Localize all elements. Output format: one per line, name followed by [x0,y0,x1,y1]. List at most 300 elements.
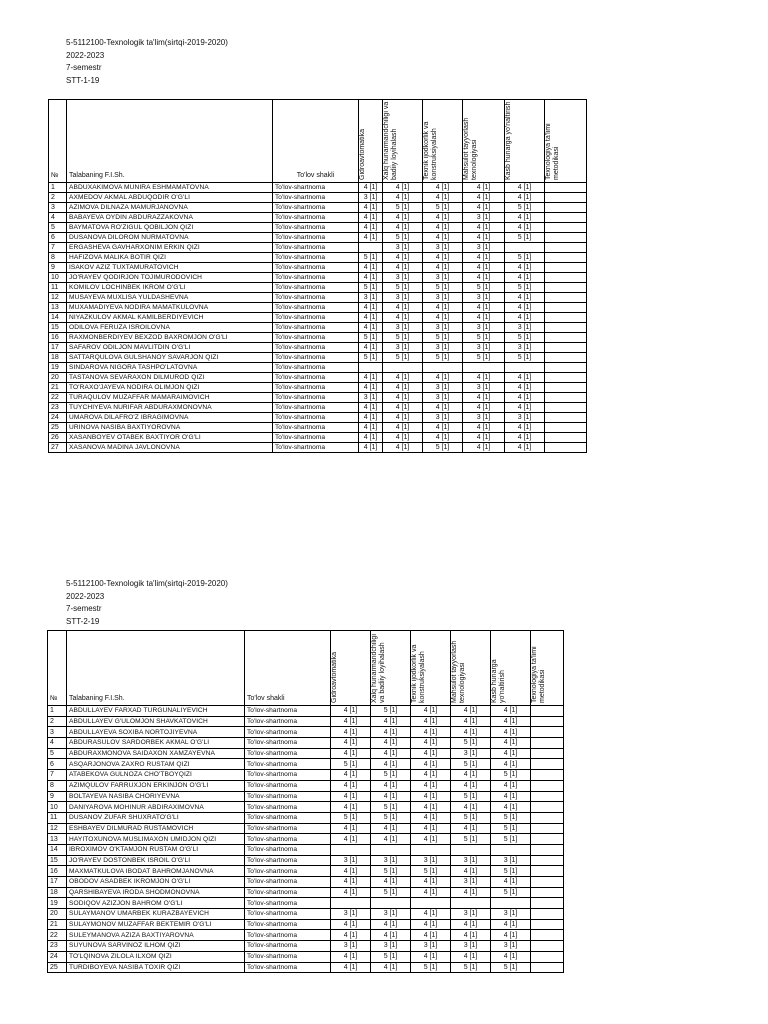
col-student-name: Talabaning F.I.Sh. [67,631,245,706]
student-name: ODILOVA FERUZA ISROILOVNA [67,323,273,333]
grade-cell: 4 [1] [331,919,371,930]
row-number: 23 [48,941,67,952]
payment-type: To'lov-shartnoma [273,293,359,303]
grade-cell [545,183,587,193]
payment-type: To'lov-shartnoma [273,413,359,423]
grade-cell: 4 [1] [451,951,491,962]
grade-cell: 4 [1] [423,373,463,383]
student-name: SULEYMANOVA AZIZA BAXTIYAROVNA [67,930,245,941]
payment-type: To'lov-shartnoma [273,333,359,343]
grade-cell: 4 [1] [383,423,423,433]
grade-cell: 4 [1] [491,802,531,813]
grade-cell: 5 [1] [505,283,545,293]
row-number: 12 [48,823,67,834]
grade-cell: 4 [1] [463,233,505,243]
grade-cell: 4 [1] [371,791,411,802]
grade-cell [531,791,564,802]
grade-cell: 5 [1] [423,353,463,363]
grade-cell: 5 [1] [451,834,491,845]
grade-cell [545,383,587,393]
grade-cell: 4 [1] [463,303,505,313]
grade-cell: 5 [1] [359,253,383,263]
grade-cell: 4 [1] [371,727,411,738]
grade-cell: 4 [1] [491,951,531,962]
payment-type: To'lov-shartnoma [273,223,359,233]
grade-cell: 5 [1] [359,283,383,293]
grade-cell: 3 [1] [451,855,491,866]
payment-type: To'lov-shartnoma [245,962,331,973]
grade-cell: 4 [1] [463,423,505,433]
grade-cell [531,887,564,898]
group-1-header [66,37,228,87]
grade-cell: 4 [1] [383,193,423,203]
student-name: ATABEKOVA GULNOZA CHO'TBOYQIZI [67,770,245,781]
row-number: 10 [48,802,67,813]
grade-cell: 5 [1] [411,962,451,973]
payment-type: To'lov-shartnoma [273,393,359,403]
grade-cell: 3 [1] [423,413,463,423]
grade-cell: 4 [1] [383,313,423,323]
table-row [49,223,587,233]
grade-cell: 4 [1] [505,403,545,413]
grade-cell: 4 [1] [411,791,451,802]
payment-type: To'lov-shartnoma [245,770,331,781]
payment-type: To'lov-shartnoma [245,930,331,941]
table-row [48,962,564,973]
payment-type: To'lov-shartnoma [273,233,359,243]
grade-cell: 5 [1] [463,283,505,293]
grade-cell: 3 [1] [383,243,423,253]
student-name: SULAYMONOV MUZAFFAR BEKTEMIR O'G'LI [67,919,245,930]
row-number: 7 [49,243,67,253]
grade-cell: 4 [1] [423,313,463,323]
table-row [48,738,564,749]
payment-type: To'lov-shartnoma [273,423,359,433]
row-number: 18 [49,353,67,363]
payment-type: To'lov-shartnoma [273,303,359,313]
table-row [48,791,564,802]
grade-cell [531,770,564,781]
grade-cell [531,823,564,834]
grade-cell: 4 [1] [491,930,531,941]
grade-cell: 4 [1] [463,223,505,233]
table-row [49,323,587,333]
grade-cell [531,877,564,888]
table-row [48,877,564,888]
grade-cell [531,716,564,727]
grade-cell [331,844,371,855]
payment-type: To'lov-shartnoma [245,909,331,920]
table-row [48,941,564,952]
grade-cell: 5 [1] [423,283,463,293]
student-name: TUYCHIYEVA NURIFAR ABDURAXMONOVNA [67,403,273,413]
grade-cell: 4 [1] [383,253,423,263]
student-name: MAXMATKULOVA IBODAT BAHROMJANOVNA [67,866,245,877]
student-name: SATTARQULOVA GULSHANOY SAVARJON QIZI [67,353,273,363]
grade-cell [371,844,411,855]
grade-cell: 4 [1] [359,303,383,313]
grade-cell: 3 [1] [463,383,505,393]
grade-cell [411,844,451,855]
grade-cell: 4 [1] [505,373,545,383]
grade-cell: 3 [1] [505,343,545,353]
table-row [49,343,587,353]
grade-cell: 4 [1] [505,273,545,283]
grade-cell: 5 [1] [371,951,411,962]
table-row [49,203,587,213]
table-row [49,313,587,323]
grade-cell: 3 [1] [463,323,505,333]
table-row [49,273,587,283]
grade-cell: 4 [1] [411,727,451,738]
student-name: SAFAROV ODILJON MAVLITDIN O'G'LI [67,343,273,353]
row-number: 17 [48,877,67,888]
grade-cell: 5 [1] [491,812,531,823]
payment-type: To'lov-shartnoma [273,213,359,223]
grade-cell: 3 [1] [505,323,545,333]
grade-cell [545,203,587,213]
payment-type: To'lov-shartnoma [245,834,331,845]
grade-cell: 3 [1] [491,909,531,920]
grade-cell: 5 [1] [383,233,423,243]
payment-type: To'lov-shartnoma [245,759,331,770]
student-name: OBODOV ASADBEK IKROMJON O'G'LI [67,877,245,888]
grade-cell: 4 [1] [505,393,545,403]
grade-cell: 4 [1] [331,802,371,813]
student-name: ABDULLAYEV G'ULOMJON SHAVKATOVICH [67,716,245,727]
grade-cell: 3 [1] [383,273,423,283]
table-row [49,333,587,343]
student-name: ABDULLAYEV FARXAD TURGUNALIYEVICH [67,706,245,717]
grade-cell: 5 [1] [423,443,463,453]
student-name: TO'RAXO'JAYEVA NODIRA OLIMJON QIZI [67,383,273,393]
grade-cell [545,233,587,243]
grade-cell: 4 [1] [371,738,411,749]
grade-cell: 4 [1] [331,748,371,759]
student-name: SODIQOV AZIZJON BAHROM O'G'LI [67,898,245,909]
col-subject-3: Texnik ijodkorlik va konstruksiyalash [411,631,451,706]
grade-cell: 3 [1] [491,941,531,952]
grade-cell: 5 [1] [371,866,411,877]
grade-cell: 4 [1] [423,433,463,443]
grade-cell: 4 [1] [423,183,463,193]
grade-cell: 3 [1] [371,909,411,920]
grade-cell: 4 [1] [359,343,383,353]
grade-cell: 4 [1] [423,223,463,233]
grade-cell: 4 [1] [491,706,531,717]
table-row [48,748,564,759]
grade-cell [463,363,505,373]
col-subject-1: Gidroavtomatika [331,631,371,706]
grade-cell: 3 [1] [423,293,463,303]
grade-cell: 4 [1] [451,780,491,791]
grade-cell: 5 [1] [383,283,423,293]
grade-cell: 4 [1] [451,770,491,781]
grade-cell: 3 [1] [423,323,463,333]
grade-cell: 4 [1] [359,183,383,193]
grade-cell [545,423,587,433]
grade-cell: 4 [1] [331,834,371,845]
grade-cell: 4 [1] [359,233,383,243]
grade-cell [545,403,587,413]
row-number: 11 [49,283,67,293]
table-row [48,919,564,930]
grade-cell [545,273,587,283]
table-row [49,293,587,303]
payment-type: To'lov-shartnoma [245,748,331,759]
grade-cell: 4 [1] [331,866,371,877]
grade-cell: 3 [1] [505,413,545,423]
table-row [48,823,564,834]
table-row [49,233,587,243]
grade-cell: 5 [1] [371,812,411,823]
row-number: 14 [48,844,67,855]
grade-cell: 4 [1] [331,706,371,717]
row-number: 5 [48,748,67,759]
grade-cell: 5 [1] [491,866,531,877]
payment-type: To'lov-shartnoma [245,738,331,749]
grade-cell [545,223,587,233]
grade-cell: 4 [1] [331,780,371,791]
grade-cell: 4 [1] [423,193,463,203]
grade-cell: 4 [1] [423,233,463,243]
col-payment-type: To'lov shakli [273,100,359,183]
grade-cell: 4 [1] [383,383,423,393]
grade-cell: 5 [1] [463,353,505,363]
grade-cell: 3 [1] [463,243,505,253]
grade-cell [545,263,587,273]
grade-cell: 4 [1] [371,716,411,727]
payment-type: To'lov-shartnoma [245,887,331,898]
grade-cell: 4 [1] [463,203,505,213]
grade-cell: 4 [1] [411,716,451,727]
grade-cell: 4 [1] [331,738,371,749]
grade-cell: 4 [1] [331,716,371,727]
grade-cell [545,293,587,303]
grade-cell: 4 [1] [383,393,423,403]
row-number: 18 [48,887,67,898]
grade-cell [545,213,587,223]
academic-year: 2022-2023 [66,50,105,60]
row-number: 26 [49,433,67,443]
grade-cell: 4 [1] [451,823,491,834]
grade-cell: 5 [1] [371,706,411,717]
grade-cell: 5 [1] [491,887,531,898]
grade-cell: 4 [1] [383,413,423,423]
table-row [48,844,564,855]
grade-cell: 4 [1] [371,759,411,770]
grade-cell: 4 [1] [451,716,491,727]
grade-cell [545,323,587,333]
grade-cell: 4 [1] [505,263,545,273]
payment-type: To'lov-shartnoma [273,363,359,373]
col-payment-type: To'lov shakli [245,631,331,706]
payment-type: To'lov-shartnoma [273,373,359,383]
student-name: JO'RAYEV DOSTONBEK ISROIL O'G'LI [67,855,245,866]
table-row [49,393,587,403]
table-row [48,759,564,770]
grade-cell: 4 [1] [491,780,531,791]
table-row [48,770,564,781]
grade-cell: 3 [1] [423,383,463,393]
grade-cell: 4 [1] [359,423,383,433]
grade-cell: 4 [1] [383,443,423,453]
row-number: 6 [48,759,67,770]
student-name: SINDAROVA NIGORA TASHPO'LATOVNA [67,363,273,373]
grade-cell [411,898,451,909]
grade-cell [491,844,531,855]
grade-cell [531,780,564,791]
grade-cell: 3 [1] [383,323,423,333]
grade-cell: 4 [1] [463,373,505,383]
grade-cell: 4 [1] [359,213,383,223]
row-number: 5 [49,223,67,233]
table-row [48,802,564,813]
payment-type: To'lov-shartnoma [273,243,359,253]
grade-cell: 4 [1] [359,313,383,323]
grade-cell: 4 [1] [451,930,491,941]
student-name: DANIYAROVA MOHINUR ABDIRAXIMOVNA [67,802,245,813]
student-name: BABAYEVA OYDIN ABDURAZZAKOVNA [67,213,273,223]
grade-cell: 5 [1] [371,802,411,813]
grade-cell: 4 [1] [491,791,531,802]
grade-cell: 4 [1] [359,203,383,213]
grade-cell [545,413,587,423]
row-number: 24 [49,413,67,423]
grade-cell [545,243,587,253]
grade-cell: 5 [1] [491,770,531,781]
grade-cell: 4 [1] [411,919,451,930]
table-row [49,403,587,413]
payment-type: To'lov-shartnoma [273,343,359,353]
student-name: AXMEDOV AKMAL ABDUQODIR O'G'LI [67,193,273,203]
grade-cell [505,363,545,373]
student-name: XASANOVA MADINA JAVLONOVNA [67,443,273,453]
grade-cell: 5 [1] [505,253,545,263]
grades-table-group-1 [48,99,587,453]
col-subject-4: Mahsulot tayyorlash texnologiyasi [463,100,505,183]
grade-cell: 5 [1] [331,759,371,770]
grade-cell: 5 [1] [383,203,423,213]
row-number: 9 [49,263,67,273]
student-name: AZIMQULOV FARRUXJON ERKINJON O'G'LI [67,780,245,791]
grade-cell [545,313,587,323]
grade-cell: 4 [1] [451,887,491,898]
grade-cell: 4 [1] [383,223,423,233]
grade-cell: 4 [1] [451,706,491,717]
student-name: TASTANOVA SEVARAXON DILMUROD QIZI [67,373,273,383]
grade-cell: 4 [1] [359,383,383,393]
row-number: 19 [49,363,67,373]
group-2-header [66,578,228,628]
grade-cell: 4 [1] [505,183,545,193]
student-name: QARSHIBAYEVA IRODA SHODMONOVNA [67,887,245,898]
col-subject-5: Kasb hunarga yo'naltirish [491,631,531,706]
grade-cell: 4 [1] [331,877,371,888]
grade-cell: 4 [1] [463,263,505,273]
grade-cell: 5 [1] [371,887,411,898]
row-number: 3 [48,727,67,738]
grade-cell [531,855,564,866]
col-subject-4: Mahsulot tayyorlash texnologiyasi [451,631,491,706]
grade-cell [545,333,587,343]
grade-cell: 4 [1] [451,727,491,738]
table-row [48,909,564,920]
row-number: 4 [48,738,67,749]
table-row [48,812,564,823]
student-name: DUSANOV ZUFAR SHUXRATO'G'LI [67,812,245,823]
table-row [48,706,564,717]
grade-cell: 3 [1] [451,909,491,920]
grade-cell: 3 [1] [331,855,371,866]
grade-cell: 4 [1] [505,293,545,303]
table-row [49,373,587,383]
grade-cell [531,962,564,973]
student-name: ISAKOV AZIZ TUXTAMURATOVICH [67,263,273,273]
grade-cell [531,941,564,952]
grade-cell: 4 [1] [505,303,545,313]
grade-cell [545,363,587,373]
grade-cell [545,373,587,383]
grade-cell: 4 [1] [383,263,423,273]
payment-type: To'lov-shartnoma [245,941,331,952]
student-name: MUSAYEVA MUXLISA YULDASHEVNA [67,293,273,303]
grade-cell [545,193,587,203]
grade-cell: 4 [1] [491,877,531,888]
grade-cell: 4 [1] [505,433,545,443]
grade-cell: 5 [1] [383,353,423,363]
grade-cell: 3 [1] [383,343,423,353]
grade-cell: 4 [1] [411,770,451,781]
grade-cell: 5 [1] [423,203,463,213]
payment-type: To'lov-shartnoma [245,855,331,866]
student-name: KOMILOV LOCHINBEK IKROM O'G'LI [67,283,273,293]
table-row [49,353,587,363]
table-row [49,433,587,443]
row-number: 13 [49,303,67,313]
grade-cell: 4 [1] [505,193,545,203]
payment-type: To'lov-shartnoma [273,263,359,273]
payment-type: To'lov-shartnoma [245,780,331,791]
row-number: 20 [48,909,67,920]
grade-cell: 3 [1] [371,855,411,866]
table-row [48,887,564,898]
grade-cell: 4 [1] [423,303,463,313]
grade-cell: 3 [1] [451,941,491,952]
table-row [48,866,564,877]
grade-cell: 3 [1] [463,293,505,303]
payment-type: To'lov-shartnoma [245,727,331,738]
grade-cell: 4 [1] [331,823,371,834]
col-subject-6: Texnologiya ta'limi metodikasi [545,100,587,183]
semester: 7-semestr [66,63,102,72]
payment-type: To'lov-shartnoma [245,716,331,727]
grade-cell: 4 [1] [411,823,451,834]
row-number: 19 [48,898,67,909]
grade-cell: 4 [1] [411,748,451,759]
student-name: BOLTAYEVA NASIBA CHORIYEVNA [67,791,245,802]
grade-cell: 4 [1] [411,738,451,749]
grade-cell: 4 [1] [371,823,411,834]
payment-type: To'lov-shartnoma [273,323,359,333]
grade-cell: 3 [1] [463,343,505,353]
grade-cell: 4 [1] [423,213,463,223]
student-name: UMAROVA DILAFRO'Z IBRAGIMOVNA [67,413,273,423]
grade-cell: 5 [1] [451,759,491,770]
grade-cell [545,433,587,443]
grade-cell: 4 [1] [463,443,505,453]
payment-type: To'lov-shartnoma [245,791,331,802]
